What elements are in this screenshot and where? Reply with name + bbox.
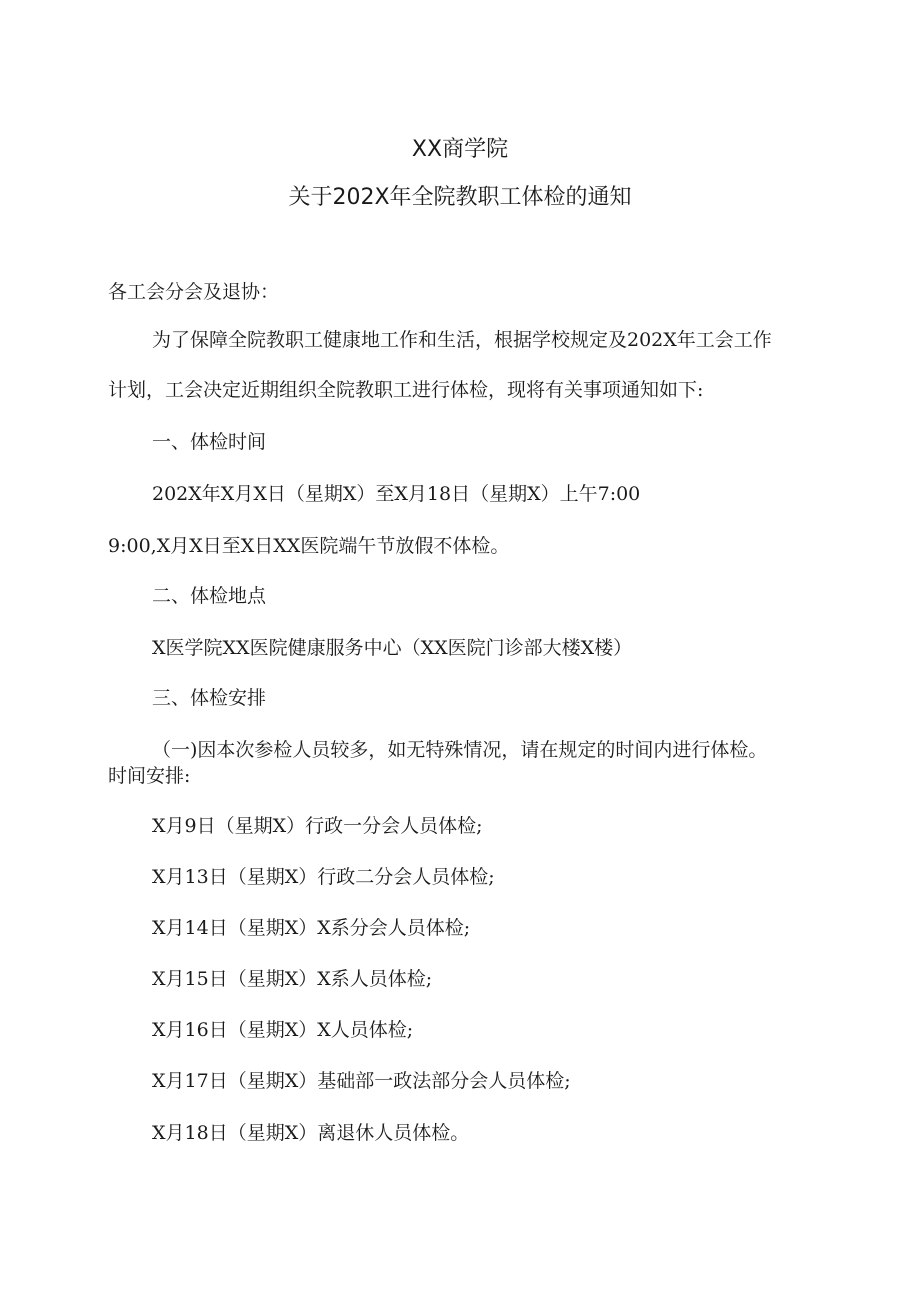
schedule-item: X月17日（星期X）基础部一政法部分会人员体检; <box>152 1070 571 1092</box>
section-heading-location: 二、体检地点 <box>152 585 267 607</box>
salutation: 各工会分会及退协： <box>108 281 280 303</box>
section-arrangement-line-2: 时间安排: <box>108 765 191 787</box>
section-location-text: X医学院XX医院健康服务中心（XX医院门诊部大楼X楼） <box>152 637 633 659</box>
schedule-item: X月15日（星期X）X系人员体检; <box>152 968 433 990</box>
section-arrangement-line-1: （一)因本次参检人员较多，如无特殊情况，请在规定的时间内进行体检。 <box>152 739 768 761</box>
schedule-item: X月18日（星期X）离退休人员体检。 <box>152 1122 470 1144</box>
schedule-item: X月16日（星期X）X人员体检; <box>152 1019 414 1041</box>
section-time-line-2: 9:00,X月X日至X日XX医院端午节放假不体检。 <box>108 535 510 557</box>
section-heading-arrangement: 三、体检安排 <box>152 687 267 709</box>
schedule-item: X月9日（星期X）行政一分会人员体检; <box>152 815 483 837</box>
schedule-item: X月14日（星期X）X系分会人员体检; <box>152 917 471 939</box>
intro-paragraph-line-2: 计划，工会决定近期组织全院教职工进行体检，现将有关事项通知如下: <box>108 379 704 401</box>
document-title-institution: XX商学院 <box>411 137 509 162</box>
schedule-item: X月13日（星期X）行政二分会人员体检; <box>152 866 495 888</box>
intro-paragraph-line-1: 为了保障全院教职工健康地工作和生活，根据学校规定及202X年工会工作 <box>152 329 772 351</box>
section-heading-time: 一、体检时间 <box>152 431 267 453</box>
section-time-line-1: 202X年X月X日（星期X）至X月18日（星期X）上午7:00 <box>152 483 641 505</box>
document-title-notice: 关于202X年全院教职工体检的通知 <box>288 185 632 210</box>
